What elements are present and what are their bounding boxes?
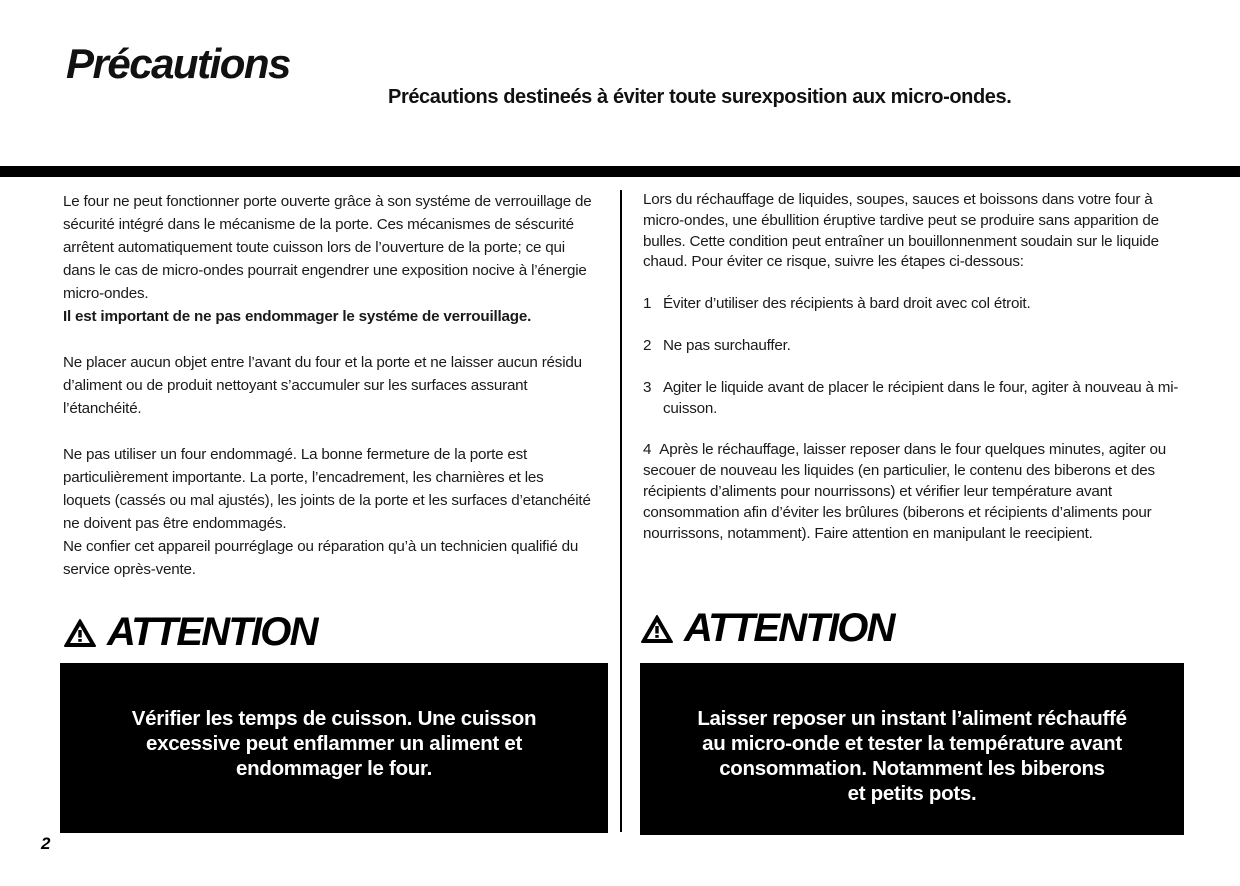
list-item xyxy=(643,336,1188,357)
list-item-number: 1 xyxy=(643,295,652,313)
left-column xyxy=(63,190,593,581)
list-item xyxy=(643,378,1188,420)
list-item-4 xyxy=(643,440,1188,544)
list-item-number: 3 xyxy=(643,378,652,396)
attention-box-left xyxy=(60,663,608,833)
page-number: 2 xyxy=(41,834,51,853)
column-divider xyxy=(620,190,622,832)
left-paragraph-1: Le four ne peut fonctionner porte ouverte grâce à son systéme de verrouillage de sécurité intégré dans le mécanisme de la porte. Ces mécanismes de séscurité arrêtent automatiquement toute cuisson lors de l’ouverture de la porte; ce qui dans le cas de micro-ondes pourrait engendrer une exposition nocive à l’énergie micro-ondes. xyxy=(63,193,592,302)
attention-label: ATTENTION xyxy=(107,610,317,654)
left-paragraph-4: Ne confier cet appareil pourréglage ou réparation qu’à un technicien qualifié du service oprès-vente. xyxy=(63,538,579,578)
list-item-text: Agiter le liquide avant de placer le récipient dans le four, agiter à nouveau à mi-cuisson. xyxy=(663,378,1179,417)
right-column xyxy=(643,190,1188,544)
warning-triangle-icon xyxy=(63,618,97,648)
list-item-text: Éviter d’utiliser des récipients à bard droit avec col étroit. xyxy=(663,295,1031,313)
attention-label: ATTENTION xyxy=(684,606,894,650)
list-item-number: 2 xyxy=(643,336,652,354)
warning-triangle-icon xyxy=(640,614,674,644)
list-item-text: Ne pas surchauffer. xyxy=(663,336,791,354)
attention-text: Vérifier les temps de cuisson. Une cuisson excessive peut enflammer un aliment et endommager le four. xyxy=(131,707,537,780)
list-item-text: Après le réchauffage, laisser reposer dans le four quelques minutes, agiter ou secouer de nouveau les liquides (en particulier, le contenu des biberons et des récipients d’aliments pour nourrissons) et vérifier leur température avant consommation afin d’éviter les brûlures (biberons et récipients d’aliments pour nourrissons, notamment). Faire attention en manipulant le reecipient. xyxy=(643,441,1167,542)
right-intro: Lors du réchauffage de liquides, soupes, sauces et boissons dans votre four à micro-ondes, une ébullition éruptive tardive peut se produire sans apparition de bulles. Cette condition peut entraîner un bouillonnenment soudain sur le liquide chaud. Pour éviter ce risque, suivre les étapes ci-dessous: xyxy=(643,191,1159,271)
attention-box-right xyxy=(640,663,1184,835)
header-rule xyxy=(0,166,1240,177)
left-paragraph-3: Ne pas utiliser un four endommagé. La bonne fermeture de la porte est particulièrement importante. La porte, l’encadrement, les charnières et les loquets (cassés ou mal ajustés), les joints de la porte et les surfaces d’etanchéité ne doivent pas être endommagés. xyxy=(63,446,591,532)
attention-heading-left xyxy=(63,610,317,655)
list-item xyxy=(643,294,1188,315)
list-item-number: 4 xyxy=(643,441,652,459)
page-title: Précautions xyxy=(66,40,290,87)
page-subtitle: Précautions destineés à éviter toute surexposition aux micro-ondes. xyxy=(388,86,1012,108)
attention-heading-right xyxy=(640,606,894,651)
left-paragraph-1-bold: Il est important de ne pas endommager le systéme de verrouillage. xyxy=(63,308,532,325)
attention-text: Laisser reposer un instant l’aliment réchauffé au micro-onde et tester la température avant consommation. Notamment les biberons et petits pots. xyxy=(697,707,1127,805)
left-paragraph-2: Ne placer aucun objet entre l’avant du four et la porte et ne laisser aucun résidu d’aliment ou de produit nettoyant s’accumuler sur les surfaces assurant l’étanchéité. xyxy=(63,354,582,417)
